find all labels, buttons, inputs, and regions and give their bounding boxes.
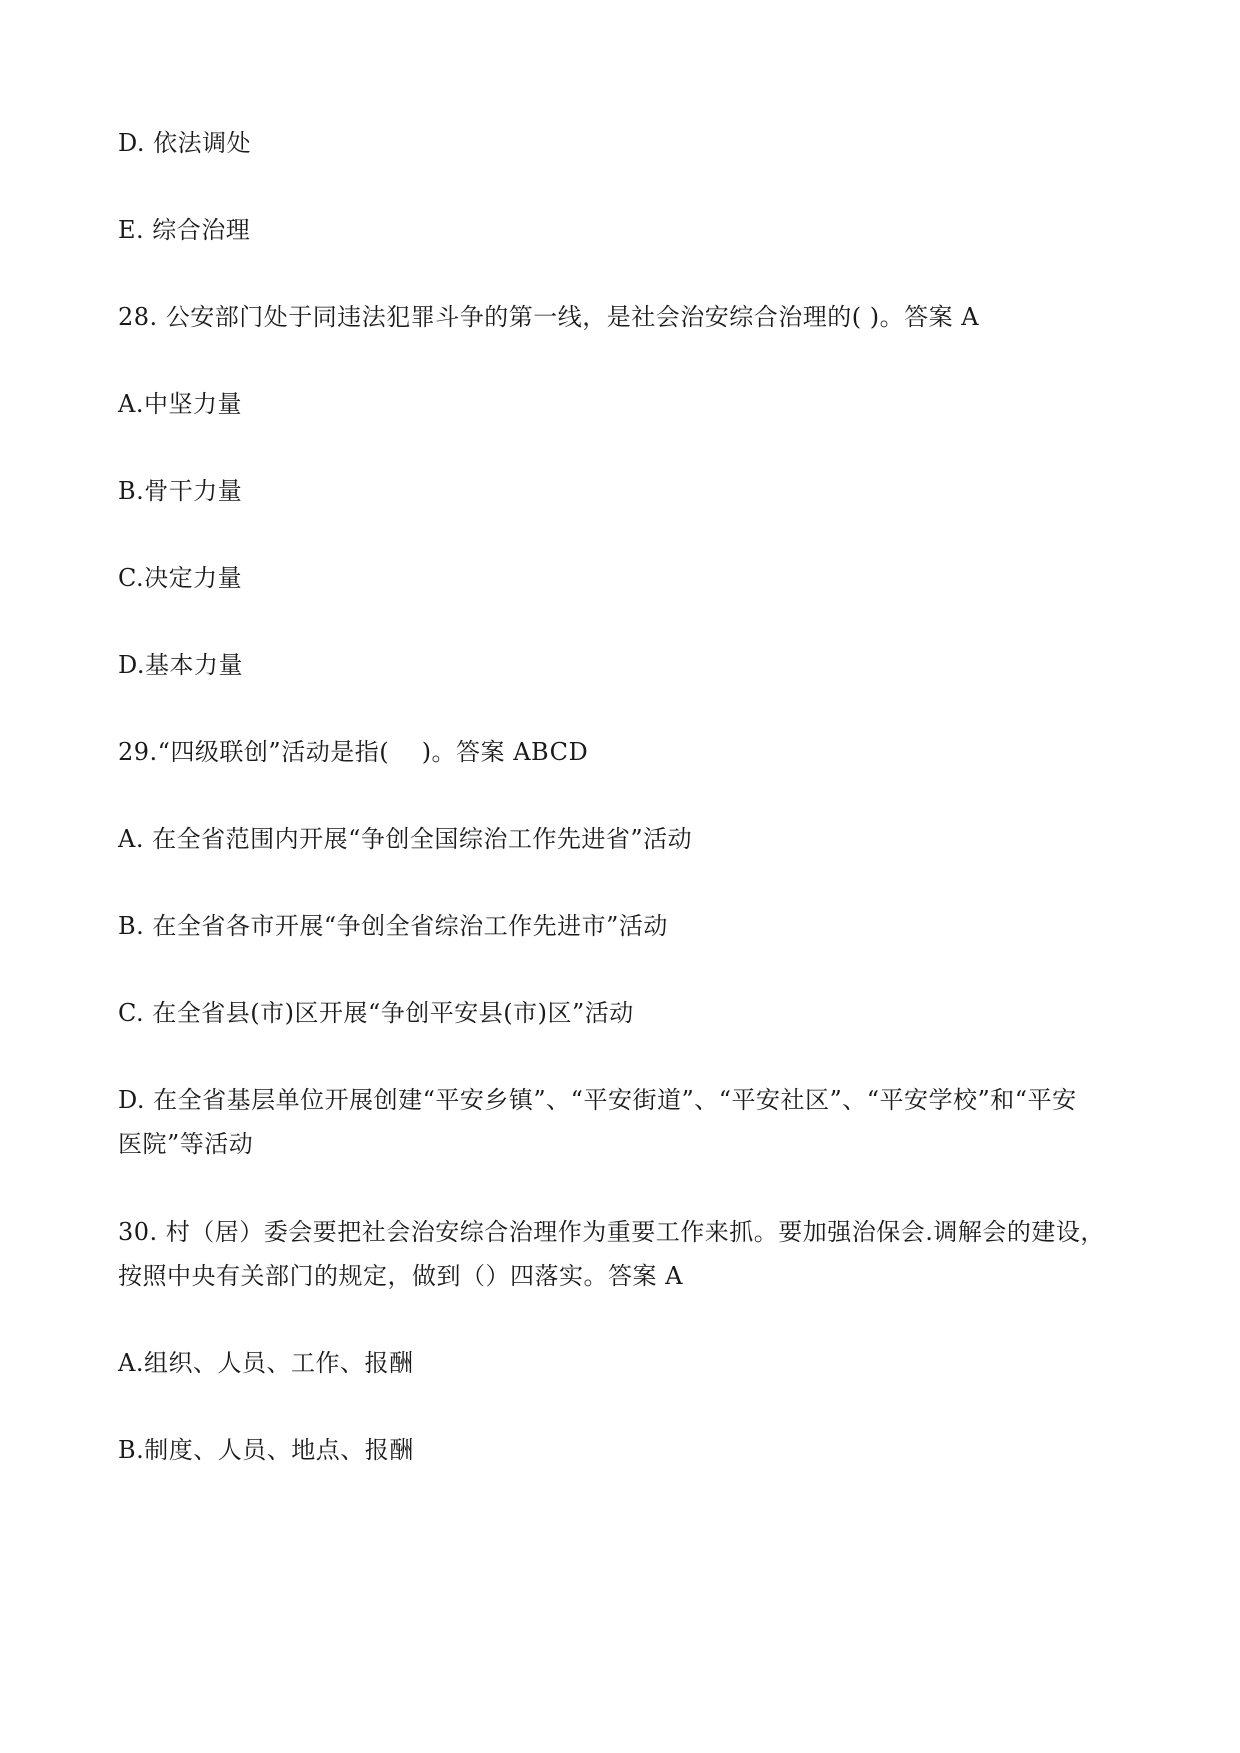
option-line: C. 在全省县(市)区开展“争创平安县(市)区”活动 — [118, 999, 634, 1027]
option-line-continued: 医院”等活动 — [118, 1130, 254, 1158]
question-line: 29.“四级联创”活动是指( )。答案 ABCD — [118, 738, 589, 766]
option-line: A. 在全省范围内开展“争创全国综治工作先进省”活动 — [118, 825, 693, 853]
option-line: B.骨干力量 — [118, 477, 243, 505]
option-line: D. 依法调处 — [118, 129, 252, 157]
option-line: E. 综合治理 — [118, 216, 251, 244]
option-line: B.制度、人员、地点、报酬 — [118, 1436, 414, 1464]
question-line: 30. 村（居）委会要把社会治安综合治理作为重要工作来抓。要加强治保会.调解会的建设， — [118, 1218, 1105, 1246]
question-line-continued: 按照中央有关部门的规定，做到（）四落实。答案 A — [118, 1262, 683, 1290]
option-line: A.中坚力量 — [118, 390, 242, 418]
question-line: 28. 公安部门处于同违法犯罪斗争的第一线，是社会治安综合治理的( )。答案 A — [118, 303, 980, 331]
option-line: B. 在全省各市开展“争创全省综治工作先进市”活动 — [118, 912, 668, 940]
option-line: D. 在全省基层单位开展创建“平安乡镇”、“平安街道”、“平安社区”、“平安学校”和“平安 — [118, 1086, 1077, 1114]
option-line: D.基本力量 — [118, 651, 244, 679]
option-line: A.组织、人员、工作、报酬 — [118, 1349, 414, 1377]
option-line: C.决定力量 — [118, 564, 243, 592]
